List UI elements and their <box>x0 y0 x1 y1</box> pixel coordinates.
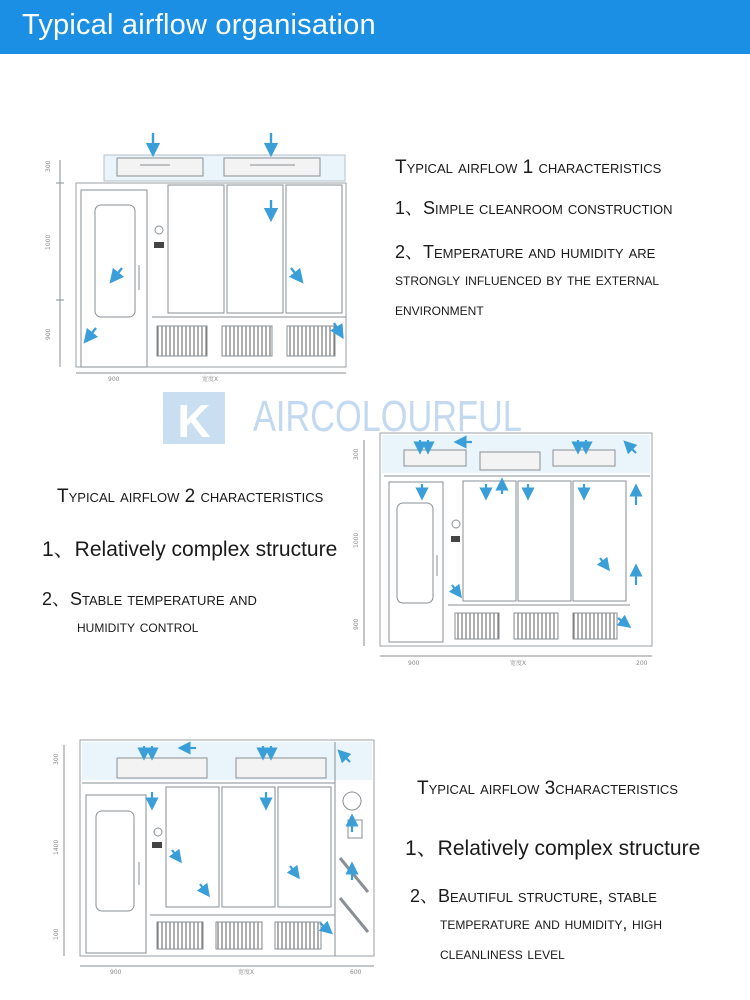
glass-panel <box>278 787 331 907</box>
return-grille <box>287 326 335 356</box>
glass-panel <box>227 185 283 313</box>
ahu-unit <box>480 452 540 470</box>
glass-panel <box>166 787 219 907</box>
dim-label: 300 <box>53 753 60 765</box>
return-grille <box>514 613 558 639</box>
section-3-item-1: 1、Relatively complex structure <box>405 837 701 860</box>
section-1-item-2-line-2: strongly influenced by the external <box>395 270 660 289</box>
glass-panel <box>463 481 516 601</box>
return-grille <box>455 613 499 639</box>
dim-label: 300 <box>45 160 52 172</box>
section-1-title: Typical airflow 1 characteristics <box>395 157 662 178</box>
ffu-unit <box>117 758 207 778</box>
dim-label: 300 <box>353 448 360 460</box>
section-1-item-2-line-3: environment <box>395 300 484 319</box>
return-grille <box>216 922 262 949</box>
glass-panel <box>168 185 224 313</box>
ffu-unit <box>404 450 466 466</box>
dim-label: 宽度X <box>202 376 219 383</box>
section-3-title: Typical airflow 3characteristics <box>417 778 678 799</box>
dim-label: 宽度X <box>238 969 255 976</box>
fan-icon <box>343 792 361 810</box>
dim-label: 1000 <box>45 234 52 250</box>
watermark-brand: AIRCOLOURFUL <box>253 392 522 441</box>
dim-label: 600 <box>350 969 362 976</box>
dim-label: 900 <box>408 660 420 667</box>
dim-label: 900 <box>108 376 120 383</box>
section-2-title: Typical airflow 2 characteristics <box>57 486 324 507</box>
dim-label: 宽度X <box>510 660 527 667</box>
diagram-1 <box>56 133 346 373</box>
door <box>81 190 147 367</box>
dim-label: 200 <box>636 660 648 667</box>
ffu-unit <box>553 450 615 466</box>
dim-label: 1000 <box>353 532 360 548</box>
watermark-logo-letter: K <box>177 395 211 447</box>
door <box>86 795 146 953</box>
return-grille <box>222 326 272 356</box>
glass-panel <box>573 481 626 601</box>
section-1-item-2-line-1: 2、Temperature and humidity are <box>395 242 656 262</box>
diagram-3 <box>64 740 374 966</box>
door-window <box>397 503 433 603</box>
diagram-2 <box>364 433 652 656</box>
section-3-item-2-line-2: temperature and humidity, high <box>440 914 663 933</box>
dim-label: 1400 <box>53 839 60 855</box>
glass-panel <box>518 481 571 601</box>
section-2-item-2-line-2: humidity control <box>77 617 199 636</box>
gauge <box>155 226 163 234</box>
section-3-item-2-line-1: 2、Beautiful structure, stable <box>410 886 657 906</box>
ffu-unit <box>117 158 203 176</box>
dim-label: 900 <box>110 969 122 976</box>
filter-box <box>348 820 362 838</box>
door-window <box>95 205 135 317</box>
return-grille <box>157 326 207 356</box>
section-1-item-1: 1、Simple cleanroom construction <box>395 198 673 218</box>
page-title: Typical airflow organisation <box>22 9 376 41</box>
return-grille <box>573 613 617 639</box>
dim-label: 100 <box>53 928 60 940</box>
door-window <box>96 811 134 911</box>
glass-panel <box>222 787 275 907</box>
return-grille <box>275 922 321 949</box>
section-2-item-1: 1、Relatively complex structure <box>42 538 338 561</box>
return-grille <box>157 922 203 949</box>
glass-panel <box>286 185 342 313</box>
dim-label: 900 <box>45 328 52 340</box>
ffu-unit <box>236 758 326 778</box>
watermark-logo <box>163 392 225 447</box>
section-3-item-2-line-3: cleanliness level <box>440 944 565 963</box>
ffu-unit <box>224 158 320 176</box>
dim-label: 900 <box>353 618 360 630</box>
section-2-item-2-line-1: 2、Stable temperature and <box>42 589 257 609</box>
